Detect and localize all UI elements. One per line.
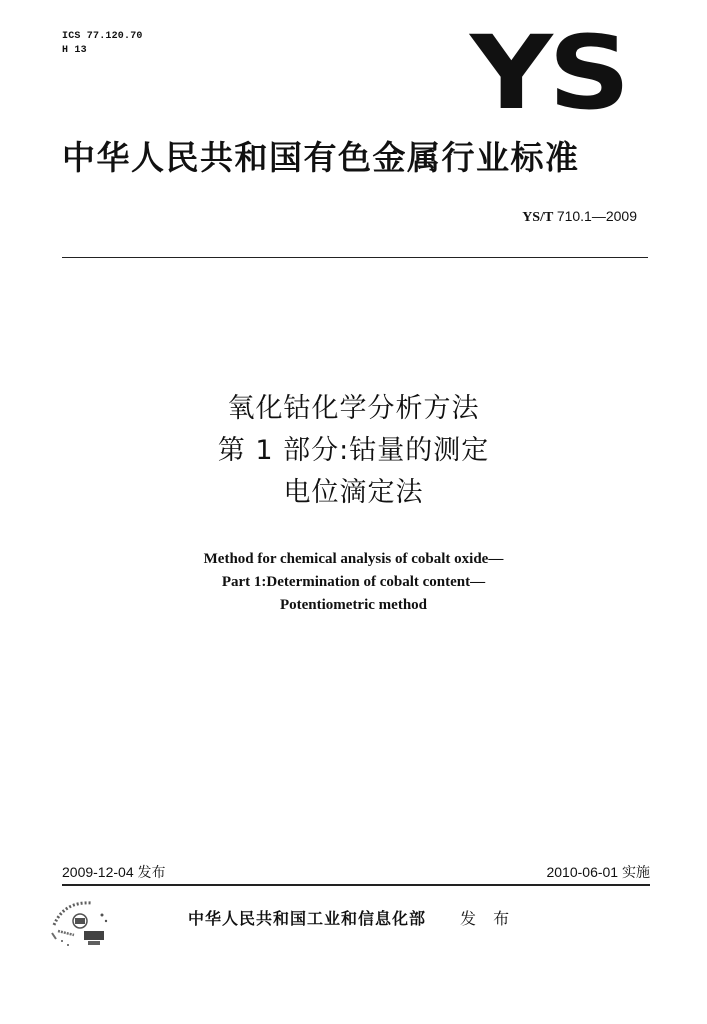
class-code: H 13 — [62, 45, 87, 56]
chinese-title-line-3: 电位滴定法 — [283, 477, 424, 508]
chinese-title — [0, 388, 707, 514]
chinese-title-line-2: 第 1 部分:钴量的测定 — [217, 435, 490, 466]
standard-code: 710.1—2009 — [556, 208, 637, 224]
bottom-divider — [62, 884, 650, 886]
english-title-line-2: Part 1:Determination of cobalt content— — [221, 574, 486, 590]
top-divider — [62, 257, 648, 258]
english-title-line-1: Method for chemical analysis of cobalt oxide— — [203, 551, 504, 567]
issue-date: 2009-12-04 发布 — [62, 864, 166, 880]
implementation-date: 2010-06-01 实施 — [546, 864, 650, 880]
publisher-name: 中华人民共和国工业和信息化部 — [188, 909, 427, 928]
publisher — [188, 909, 515, 929]
publish-action: 发 布 — [460, 909, 516, 928]
date-row — [62, 863, 650, 881]
org-title: 中华人民共和国有色金属行业标准 — [62, 138, 580, 177]
standard-prefix: YS/T — [522, 210, 554, 225]
english-title-line-3: Potentiometric method — [279, 597, 428, 613]
ys-logo: YS — [470, 14, 627, 133]
standard-number — [522, 207, 637, 227]
classification-codes — [62, 30, 143, 58]
official-seal-stamp — [44, 895, 116, 953]
chinese-title-line-1: 氧化钴化学分析方法 — [227, 393, 480, 424]
ics-code: ICS 77.120.70 — [62, 31, 143, 42]
english-title — [0, 548, 707, 617]
